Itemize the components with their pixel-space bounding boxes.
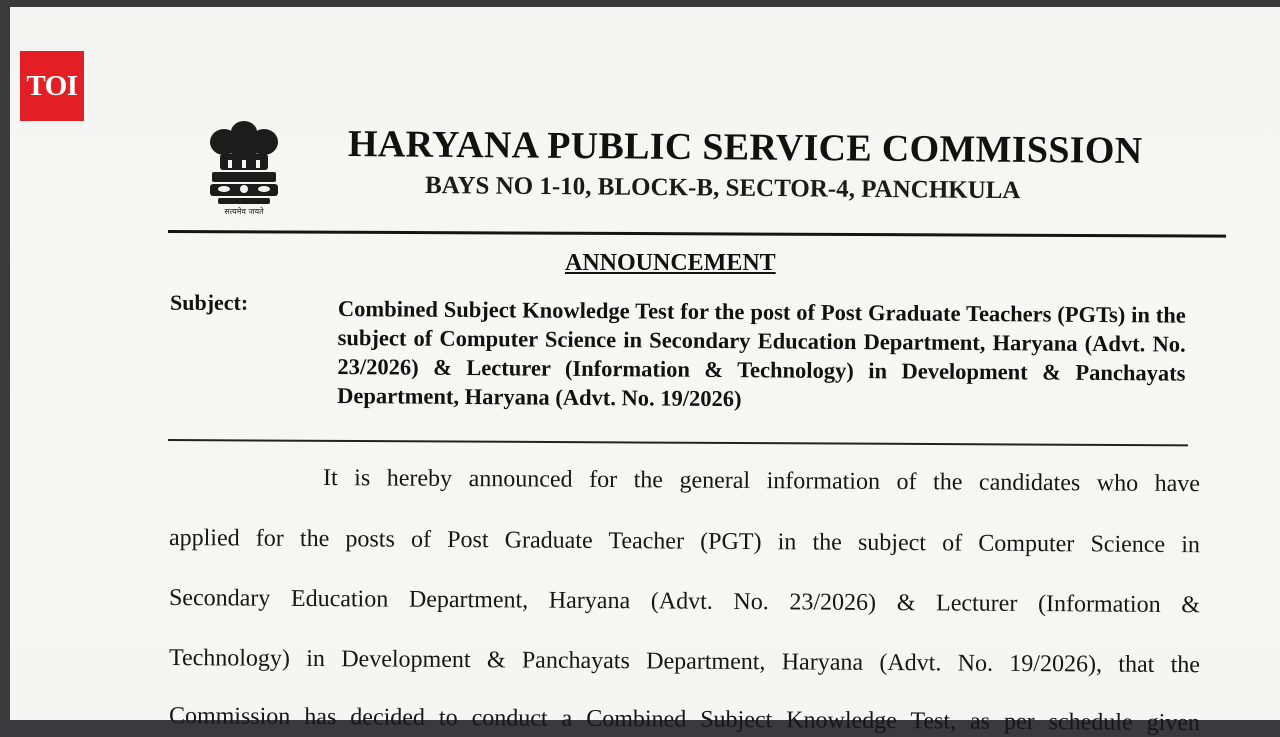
organization-title: HARYANA PUBLIC SERVICE COMMISSION [347, 123, 1143, 172]
body-line: It is hereby announced for the general information of the candidates who have [322, 465, 1201, 498]
screen-frame-top [0, 0, 1280, 7]
toi-logo: TOI [20, 51, 84, 121]
body-line: Technology) in Development & Panchayats Department, Haryana (Advt. No. 19/2026), that the [168, 645, 1201, 679]
body-line: Secondary Education Department, Haryana (Advt. No. 23/2026) & Lecturer (Information & [168, 585, 1201, 619]
screen-frame-left [0, 0, 10, 720]
body-line: applied for the posts of Post Graduate Teacher (PGT) in the subject of Computer Science in [168, 525, 1201, 559]
organization-address: BAYS NO 1-10, BLOCK-B, SECTOR-4, PANCHKULA [424, 172, 1021, 205]
announcement-heading: ANNOUNCEMENT [565, 250, 776, 276]
subject-text: Combined Subject Knowledge Test for the post of Post Graduate Teachers (PGTs) in the subject of Computer Science in Secondary Education Department, Haryana (Advt. No. 23/2026) & Lecturer (Information & Technology) in Development & Panchayats Department, Haryana (Advt. No. 19/2026) [337, 295, 1186, 412]
body-line: Commission has decided to conduct a Combined Subject Knowledge Test, as per schedule given [168, 703, 1201, 737]
subject-label: Subject: [170, 290, 249, 315]
emblem-motto: सत्यमेव जयते [224, 207, 264, 216]
